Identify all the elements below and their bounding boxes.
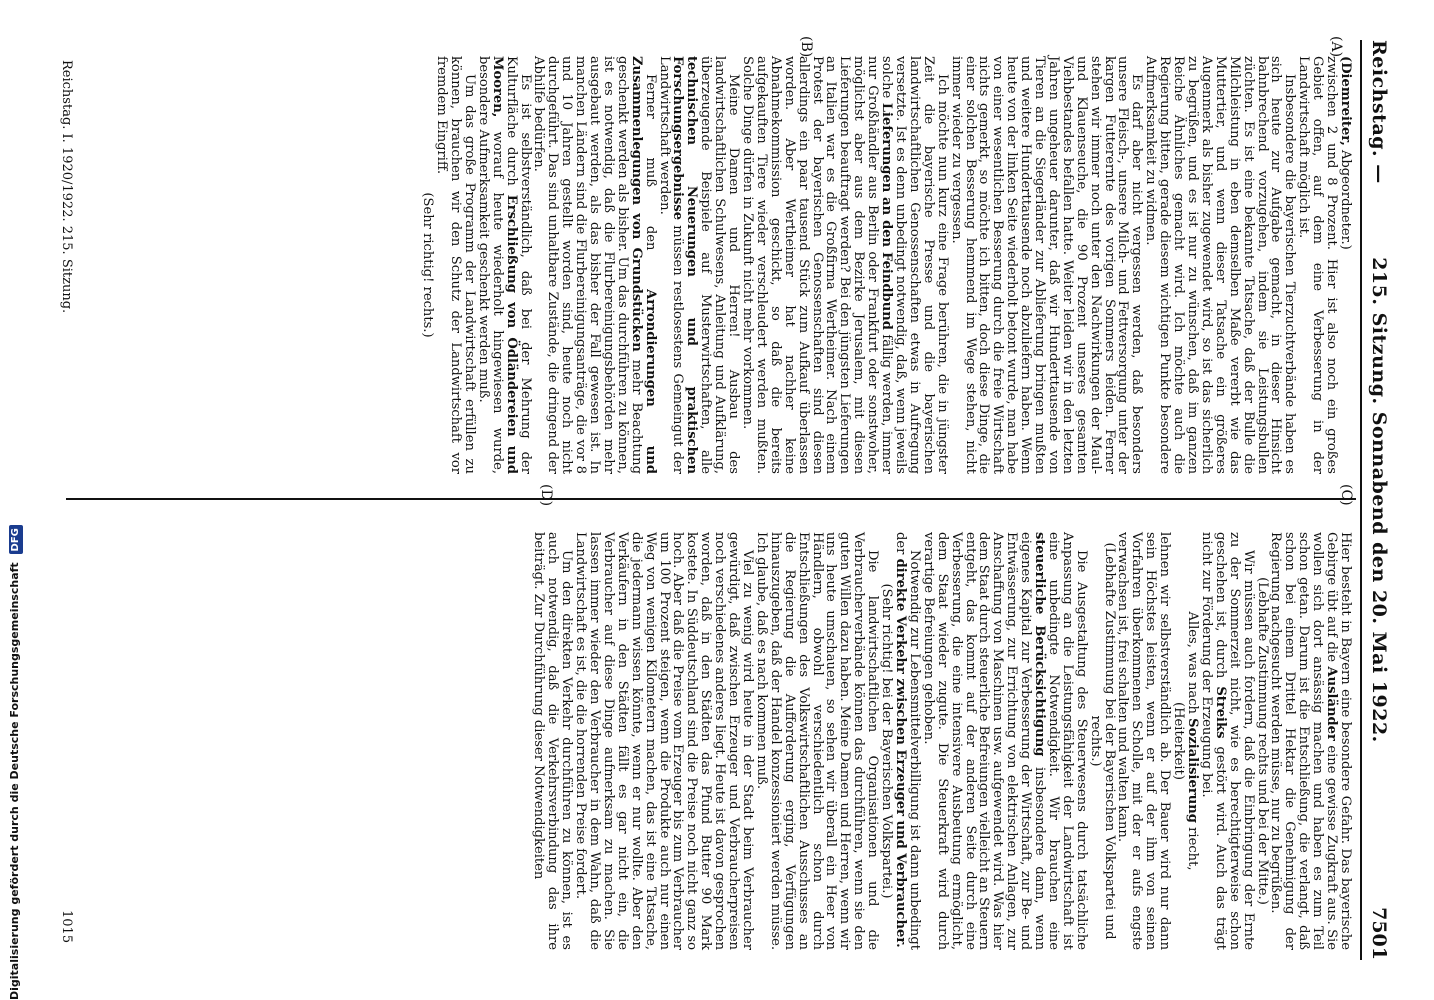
dfg-logo: DFG	[9, 525, 23, 554]
page-header	[1360, 40, 1390, 960]
column-divider	[66, 498, 1356, 500]
right-column-paragraph: Um den direkten Verkehr durchführen zu können, ist es auch notwendig, daß die Verkehrsverbindung das ihre beiträgt. Zur Durchführung dieser Notwendigkeiten	[531, 532, 575, 950]
left-column-paragraph: (Diemreiter, Abgeordneter.)	[1338, 56, 1353, 250]
left-column-paragraph: (Sehr richtig! rechts.)	[420, 192, 436, 338]
margin-mark-a: (A)	[1328, 36, 1344, 58]
right-column-paragraph: Wir müssen auch fordern, daß die Einbringung der Ernte zu der Sommerzeit nicht, wie es berechtigterweise schon geschehen ist, durch Streiks gestört wird. Auch das trägt nicht zur Förderung der Erzeugung bei.	[1198, 532, 1256, 951]
right-column-paragraph: (Lebhafte Zustimmung bei der Bayerischen Volkspartei und rechts.)	[1087, 542, 1117, 940]
right-column	[532, 532, 1352, 950]
right-column-paragraph: Die Ausgestaltung des Steuerwesens durch tatsächliche Anpassung an die Leistungsfähigkeit der Landwirtschaft ist eine unbedingte Notwendigkeit. Wir brauchen eine steuerliche Berücksichtigung insbesondere dann, wenn eigenes Kapital zur Verbesserung der Wirtschaft, zur Be- und Entwässerung, zur Errichtung von elektrischen Anlagen, zur Anschaffung von Maschinen usw. aufgewendet wird. Was hier dem Staat durch steuerliche Befreiungen vielleicht an Steuern entgeht, das kommt auf der anderen Seite durch eine Verbesserung, die eine intensivere Ausbeutung ermöglicht, dem Staat wieder zugute. Die Steuerkraft wird durch verartige Befreiungen gehoben.	[920, 532, 1089, 951]
right-column-paragraph: Viel zu wenig wird heute in der Stadt beim Verbraucher gewürdigt, daß zwischen Erzeuger und Verbraucherpreisen noch verschiedenes anderes liegt. Heute ist davon gesprochen worden, daß in den Städten das Pfund Butter 90 Mark kostete. In Süddeutschland sind die Preise noch nicht ganz so hoch. Aber daß die Preise vom Erzeuger bis zum Verbraucher um 100 Prozent steigen, wenn die Produkte auch nur einen Weg von wenigen Kilometern machen, das ist eine Tatsache, die jedermann wissen könnte, wenn er nur wollte. Aber den Verkäufern in den Städten fällt es gar nicht ein, die Verbraucher auf diese Dinge aufmerksam zu machen. Sie lassen immer wieder den Verbraucher in dem Wahn, daß die Landwirtschaft es ist, die die horrenden Preise fordert.	[573, 532, 756, 950]
left-column-paragraph: Ferner muß den Arrondierungen und Zusammenlegungen von Grundstücken mehr Beachtung geschenkt werden als bisher. Um das durchführen zu können, ist es notwendig, daß die Flurbereinigungsbehörden mehr ausgebaut werden, als das bisher der Fall gewesen ist. In manchen Ländern sind die Flurbereinigungsanträge, die vor 8 und 10 Jahren gestellt worden sind, heute noch nicht durchgeführt. Das sind unhaltbare Zustände, die dringend der Abhilfe bedürfen.	[531, 56, 658, 475]
right-column-paragraph: Hier besteht in Bayern eine besondere Gefahr. Das bayerische Gebirge übt auf die Ausländer eine gewisse Zugkraft aus. Sie wollen sich dort ansässig machen und haben es zum Teil schon getan. Darum ist die Entschließung, die verlangt, daß schon bei einem Drittel Hektar die Genehmigung der Regierung nachgesucht werden müsse, nur zu begrüßen.	[1268, 532, 1353, 950]
margin-mark-c: (C)	[1338, 484, 1354, 506]
right-column-paragraph: Alles, was nach Sozialisierung riecht,	[1185, 611, 1201, 871]
right-column-paragraph: Notwendig zur Lebensmittelverbilligung ist dann unbedingt der direkte Verkehr zwischen Erzeuger und Verbraucher.	[893, 532, 922, 950]
left-column-paragraph: Es darf aber nicht vergessen werden, daß besonders unsere Fleisch-, unsere Milch- und Fettversorgung unter der kargen Futterernte des vorigen Sommers leiden. Ferner stehen wir immer noch unter den Nachwirkungen der Maul- und Klauenseuche, die 90 Prozent unseres gesamten Viehbestandes befallen hatte. Weiter leiden wir in den letzten Jahren ungeheuer darunter, daß wir Hunderttausende von Tieren an die Siegerländer zur Ablieferung bringen mußten und weitere Hunderttausende noch abzuliefern haben. Wenn heute von der linken Seite wiederholt betont wurde, man habe von einer wesentlichen Besserung durch die freie Wirtschaft nichts gemerkt, so möchte ich bitten, doch diese Dinge, die einer solchen Besserung hemmend im Wege stehen, nicht immer wieder zu vergessen.	[948, 56, 1145, 474]
right-column-paragraph: (Sehr richtig! bei der Bayerischen Volkspartei.)	[879, 583, 895, 899]
right-column-paragraph: Die landwirtschaftlichen Organisationen und die Verbraucherverbände können das durchführen, wenn sie den guten Willen dazu haben. Meine Damen und Herren, wenn wir uns heute umschauen, so sehen wir überall ein Heer von Händlern, obwohl verschiedentlich schon durch Entschließungen des Volkswirtschaftlichen Ausschusses an die Regierung die Aufforderung erging, Verfügungen hinauszugeben, daß der Handel konzessioniert werden müsse. Ich glaube, daß es nach kommen muß.	[753, 532, 881, 950]
left-column-paragraph: Um das große Programm der Landwirtschaft erfüllen zu können, brauchen wir den Schutz der Landwirtschaft vor fremdem Eingriff.	[434, 56, 477, 474]
header-center: 215. Sitzung. Sonnabend den 20. Mai 1922.	[1368, 257, 1390, 743]
footer-page-number: 1015	[59, 910, 74, 944]
right-column-paragraph: (Heiterkeit)	[1171, 702, 1187, 780]
side-credit-band	[0, 0, 26, 1000]
margin-mark-d: (D)	[538, 484, 554, 507]
footer-citation: Reichstag. I. 1920/1922. 215. Sitzung.	[59, 60, 74, 314]
right-column-paragraph: (Lebhafte Zustimmung rechts und bei der Mitte.)	[1254, 577, 1270, 905]
margin-mark-b: (B)	[798, 36, 814, 58]
left-column-paragraph: Meine Damen und Herren! Ausbau des landwirtschaftlichen Schulwesens, Anleitung und Aufklärung, überzeugende Beispiele auf Musterwirtschaften, alle technischen Neuerungen und praktischen Forschungsergebnisse müssen restlosestens Gemeingut der Landwirtschaft werden.	[656, 56, 742, 474]
left-column	[420, 56, 1352, 474]
left-column-paragraph: Insbesondere die bayerischen Tierzuchtverbände haben es sich heute zur Aufgabe gemacht, in dieser Hinsicht bahnbrechend vorzugehen, indem sie Leistungsbullen züchten. Es ist eine bekannte Tatsache, daß der Bulle die Milchleistung in eben demselben Maße vererbt wie das Muttertier, und wenn dieser Tatsache ein größeres Augenmerk als bisher zugewendet wird, so ist das sicherlich zu begrüßen, und es ist nur zu wünschen, daß im ganzen Reiche Ähnliches gemacht wird. Ich möchte auch die Regierung bitten, gerade diesem wichtigen Punkte besondere Aufmerksamkeit zu widmen.	[1143, 56, 1298, 474]
header-rule	[1360, 40, 1362, 960]
page-number: 7501	[1368, 907, 1390, 960]
right-column-paragraph: lehnen wir selbstverständlich ab. Der Bauer wird nur dann sein Höchstes leisten, wenn er auf der ihm von seinen Vorfahren überkommenen Scholle, mit der er aufs engste verwachsen ist, frei schalten und walten kann.	[1115, 532, 1173, 950]
left-column-paragraph: Ich möchte nun kurz eine Frage berühren, die in jüngster Zeit die bayerische Presse und die bayerischen landwirtschaftlichen Genossenschaften etwas in Aufregung versetzte. Ist es denn unbedingt notwendig, daß, wenn jeweils solche Lieferungen an den Feindbund fällig werden, immer nur Großhändler aus Berlin oder Frankfurt oder sonstwoher, möglichst aber aus dem Bezirke Jerusalem, mit diesen Lieferungen beauftragt werden? Bei den jüngsten Lieferungen an Italien war es die Großfirma Wertheimer. Nach einem Protest der bayerischen Genossenschaften sind diesen allerdings ein paar tausend Stück zum Aufkauf überlassen worden. Aber Wertheimer hat nachher keine Abnahmekommission geschickt, so daß die bereits aufgekauften Tiere wieder verschleudert werden mußten. Solche Dinge dürfen in Zukunft nicht mehr vorkommen.	[740, 56, 950, 475]
left-column-paragraph: zwischen 2 und 8 Prozent. Hier ist also noch ein großes Gebiet offen, auf dem eine Verbesserung in der Landwirtschaft möglich ist.	[1296, 56, 1340, 474]
header-left: Reichstag. —	[1368, 40, 1390, 184]
left-column-paragraph: Es ist selbstverständlich, daß bei der Mehrung der Kulturfläche durch Erschließung von Ödländereien und Mooren, worauf heute wiederholt hingewiesen wurde, besondere Aufmerksamkeit geschenkt werden muß.	[475, 56, 533, 474]
side-credit	[5, 0, 25, 1000]
side-credit-text: Digitalisierung gefördert durch die Deutsche Forschungsgemeinschaft	[8, 562, 21, 1000]
